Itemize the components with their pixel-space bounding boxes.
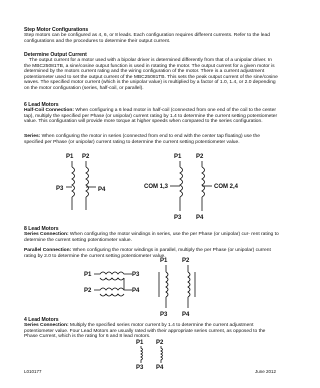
output-current-paragraph: The output current for a motor used with a bipolar driver is determined differently from that of a unipolar driver. In the MBC25081TB, a sine/cosine output function is used in rotating the motor. The output current for a given motor is determined by the motors current rating and the wiring configuration of the motor. There is a current adjustment potentiometer used to set the output current of the MBC25081TB. This sets the peak output current of the sine/cosine waves. The specified motor current (which is the unipolar value) is multiplied by a factor of 1.0, 1.4, or 2.0 depending on the motor configuration (series, half-coil, or parallel). [24, 58, 278, 91]
label-p4: P4 [182, 312, 190, 318]
half-coil-paragraph [24, 108, 280, 125]
phase-b-coil [161, 346, 163, 363]
label-p3: P3 [56, 186, 64, 192]
label-p4: P4 [196, 215, 204, 221]
heading-step-motor-configurations: Step Motor Configurations [24, 27, 89, 33]
series-paragraph [24, 134, 280, 145]
six-lead-half-coil-diagram [56, 150, 126, 220]
label-p3: P3 [174, 215, 182, 221]
label-p1: P1 [136, 340, 144, 346]
label-p4: P4 [98, 187, 106, 193]
label-p1: P1 [66, 154, 74, 160]
label-p2: P2 [156, 340, 164, 346]
label-p4: P4 [156, 365, 164, 371]
phase-a-windings [94, 272, 132, 280]
footer-doc-id: L010177 [24, 369, 42, 374]
label-p4: P4 [132, 288, 140, 294]
series-label: Series: [24, 134, 41, 139]
label-p1: P1 [84, 272, 92, 278]
phase-a-coil [141, 346, 143, 363]
eight-lead-parallel-diagram [148, 256, 208, 318]
footer-date: June 2012 [254, 369, 276, 374]
heading-8-lead-motors: 8 Lead Motors [24, 226, 59, 232]
phase-a-coil [166, 265, 168, 308]
label-p2: P2 [196, 154, 204, 160]
parallel-label: Parallel Connection: [24, 248, 72, 253]
four-lead-series-text: Multiply the specified series motor current by 1.4 to determine the current adjustment potentiometer value. Four Lead Motors are usually rated with their appropriate series current, as opposed to the Phase Current, which is the rating for 6 and 8 lead motors. [24, 323, 266, 340]
label-p1: P1 [160, 258, 168, 264]
series-text: When configuring the motor in series (connected from end to end with the center tap floating) use the specified per Phase (or unipolar) current rating to determine the current setting potentiometer value. [24, 134, 260, 145]
phase-a-coil [72, 161, 75, 210]
eight-lead-series-label: Series Connection: [24, 232, 69, 237]
label-p2: P2 [84, 288, 92, 294]
label-p3: P3 [132, 272, 140, 278]
phase-b-coil [86, 161, 89, 210]
phase-b-coil [188, 265, 190, 308]
heading-6-lead-motors: 6 Lead Motors [24, 102, 59, 108]
eight-lead-series-text: When configuring the motor windings in series, use the per Phase (or unipolar) cur- rent rating to determine the current setting potentiometer value. [24, 232, 279, 243]
label-p1: P1 [174, 154, 182, 160]
half-coil-label: Half-Coil Connection: [24, 108, 74, 113]
eight-lead-series-paragraph [24, 232, 280, 243]
heading-determine-output-current: Determine Output Current [24, 52, 87, 58]
four-lead-series-label: Series Connection: [24, 323, 69, 328]
parallel-text: When configuring the motor windings in parallel, multiply the per Phase (or unipolar) current rating by 2.0 to determine the current setting potentiometer value. [24, 248, 271, 259]
six-lead-series-diagram [142, 150, 262, 222]
four-lead-diagram [126, 338, 178, 370]
label-p2: P2 [182, 258, 190, 264]
phase-b-windings [94, 288, 132, 296]
label-com-left: COM 1,3 [144, 184, 169, 190]
phase-a-coil [180, 161, 183, 211]
label-p3: P3 [136, 365, 144, 371]
label-com-right: COM 2,4 [214, 184, 239, 190]
label-p3: P3 [160, 312, 168, 318]
label-p2: P2 [82, 154, 90, 160]
heading-4-lead-motors: 4 Lead Motors [24, 317, 59, 323]
step-motor-config-paragraph: Step motors can be configured as 4, 6, or 8 leads. Each configuration requires different currents. Refer to the lead configurations and the procedures to determine their output current. [24, 33, 270, 44]
half-coil-text: When configuring a 6 lead motor in half-coil (connected from one end of the coil to the center tap), multiply the specified per Phase (or unipolar) current rating by 1.4 to determine the current setting potentiometer value. This configuration will provide more torque at higher speeds when compared to the series configuration. [24, 108, 278, 125]
eight-lead-series-diagram [78, 263, 148, 303]
